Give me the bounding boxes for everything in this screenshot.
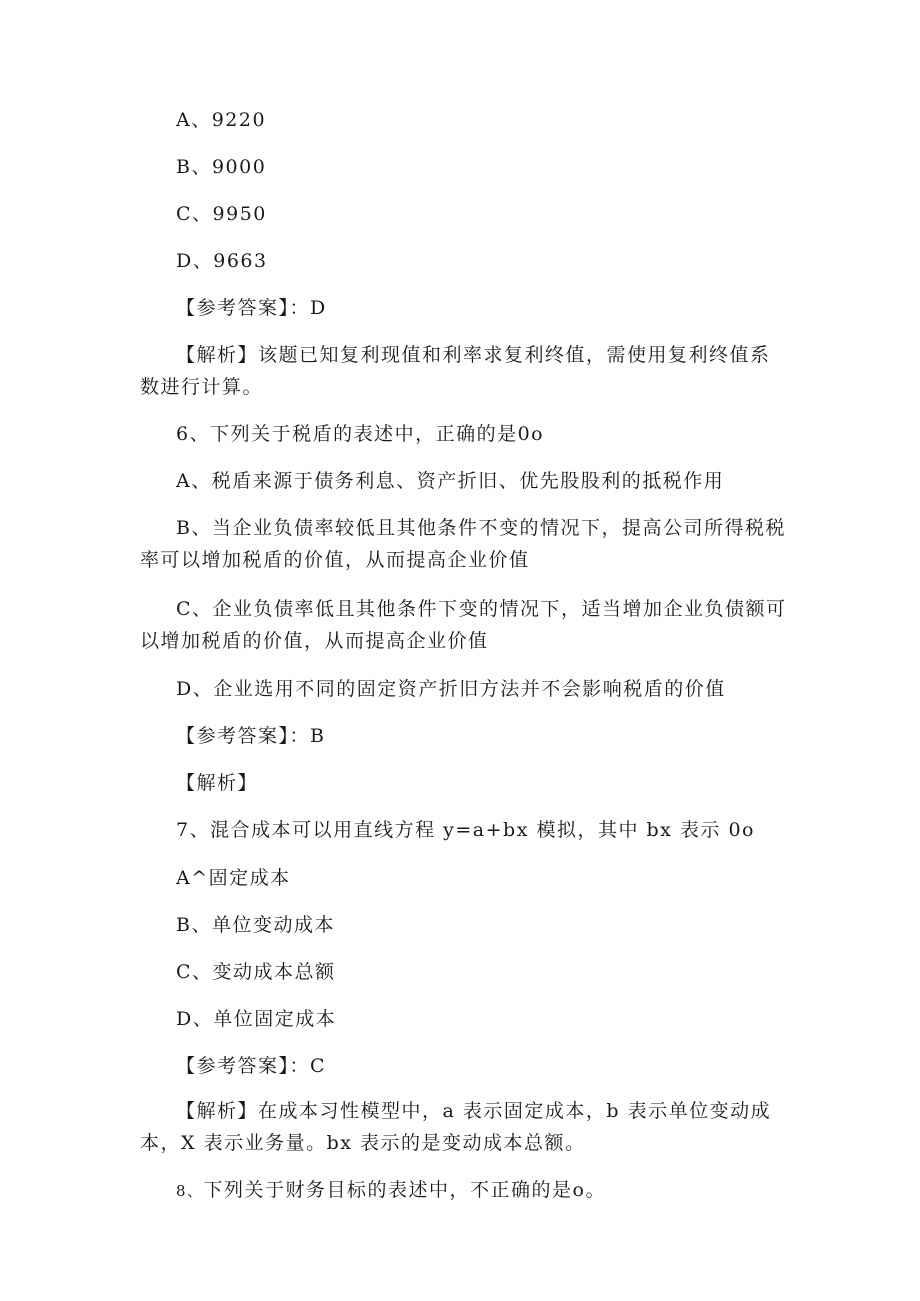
q5-option-b: B、9000: [176, 156, 267, 178]
q5-answer: 【参考答案】：D: [176, 297, 327, 319]
q6-option-b-line2: 率可以增加税盾的价值，从而提高企业价值: [140, 549, 530, 571]
q6-option-c-line2: 以增加税盾的价值，从而提高企业价值: [140, 630, 489, 652]
q6-option-d: D、企业选用不同的固定资产折旧方法并不会影响税盾的价值: [176, 678, 726, 700]
q5-option-c: C、9950: [176, 203, 267, 225]
q6-answer: 【参考答案】：B: [176, 725, 326, 747]
q7-option-c: C、变动成本总额: [176, 961, 336, 983]
q8-stem: [176, 1178, 606, 1203]
q5-analysis-line2: 数进行计算。: [140, 376, 264, 398]
q7-answer: 【参考答案】：C: [176, 1055, 327, 1077]
q7-option-d: D、单位固定成本: [176, 1008, 337, 1030]
q6-option-b-line1: B、当企业负债率较低且其他条件不变的情况下，提高公司所得税税: [176, 517, 786, 539]
q6-stem: 6、下列关于税盾的表述中，正确的是0o: [176, 423, 545, 445]
q7-analysis-line1: 【解析】在成本习性模型中，a 表示固定成本，b 表示单位变动成: [176, 1100, 772, 1122]
q8-stem-text: 下列关于财务目标的表述中，不正确的是o。: [203, 1179, 606, 1201]
q7-stem: 7、混合成本可以用直线方程 y=a+bx 模拟，其中 bx 表示 0o: [176, 819, 755, 841]
q6-option-a: A、税盾来源于债务利息、资产折旧、优先股股利的抵税作用: [176, 470, 725, 492]
q7-analysis-line2: 本，X 表示业务量。bx 表示的是变动成本总额。: [140, 1132, 586, 1154]
q7-option-a: A^固定成本: [176, 867, 291, 889]
q5-option-d: D、9663: [176, 250, 268, 272]
q6-option-c-line1: C、企业负债率低且其他条件下变的情况下，适当增加企业负债额可: [176, 598, 787, 620]
q5-option-a: A、9220: [176, 109, 267, 131]
q5-analysis-line1: 【解析】该题已知复利现值和利率求复利终值，需使用复利终值系: [176, 344, 771, 366]
q8-number: 8、: [176, 1182, 204, 1200]
q7-option-b: B、单位变动成本: [176, 914, 335, 936]
q6-analysis: 【解析】: [176, 772, 259, 794]
